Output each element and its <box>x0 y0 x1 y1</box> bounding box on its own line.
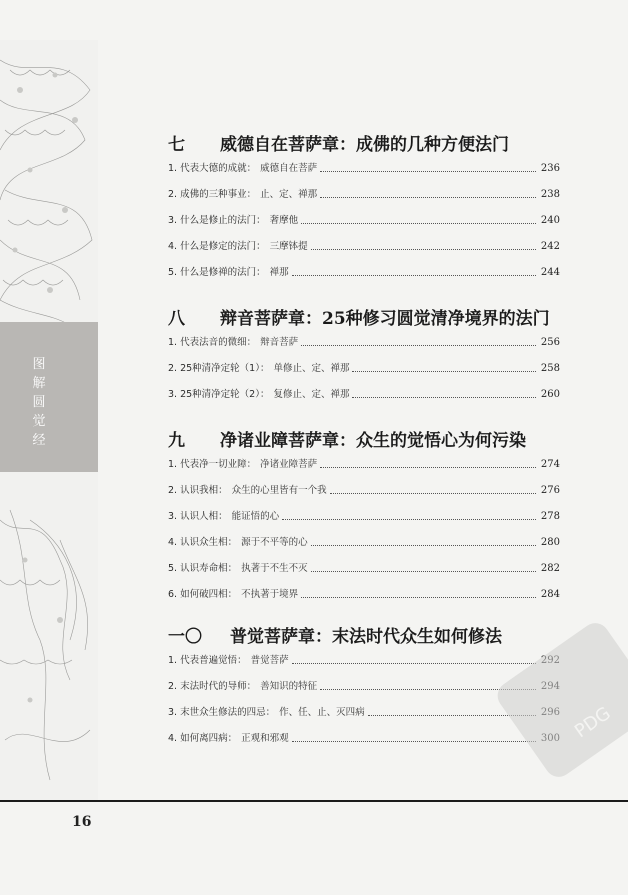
toc-item-label: 4. 什么是修定的法门： <box>168 241 266 252</box>
toc-item[interactable] <box>168 586 560 600</box>
toc-item-label: 1. 代表普遍觉悟： <box>168 655 247 666</box>
toc-page-number: 240 <box>540 215 560 226</box>
toc-item-label: 2. 成佛的三种事业： <box>168 189 257 200</box>
toc-item-label: 5. 认识寿命相： <box>168 563 238 574</box>
toc-item[interactable] <box>168 160 560 174</box>
leader-dots <box>352 370 536 372</box>
leader-dots <box>352 396 536 398</box>
toc-page-number: 260 <box>540 389 560 400</box>
leader-dots <box>311 570 536 572</box>
toc-item-label: 3. 认识人相： <box>168 511 228 522</box>
toc-item-subtitle: 作、任、止、灭四病 <box>279 707 365 718</box>
toc-page-number: 256 <box>540 337 560 348</box>
toc-item-label: 2. 末法时代的导师： <box>168 681 257 692</box>
leader-dots <box>301 596 536 598</box>
leader-dots <box>311 248 536 250</box>
toc-item-label: 1. 代表净一切业障： <box>168 459 257 470</box>
toc-page-number: 274 <box>540 459 560 470</box>
leader-dots <box>301 222 536 224</box>
toc-item-subtitle: 奢摩他 <box>269 215 299 226</box>
toc-item-subtitle: 复修止、定、禅那 <box>273 389 350 400</box>
toc-item[interactable] <box>168 386 560 400</box>
toc-item-label: 5. 什么是修禅的法门： <box>168 267 266 278</box>
toc-item[interactable] <box>168 534 560 548</box>
chapter-heading <box>168 304 560 328</box>
toc-item-label: 6. 如何破四相： <box>168 589 238 600</box>
toc-item-subtitle: 源于不平等的心 <box>241 537 308 548</box>
toc-item-label: 1. 代表法音的微细： <box>168 337 257 348</box>
chapter-title: 普觉菩萨章：末法时代众生如何修法 <box>230 627 502 647</box>
leader-dots <box>311 544 536 546</box>
chapter-number: 九 <box>168 431 185 451</box>
toc-item[interactable] <box>168 560 560 574</box>
chapter-title: 威德自在菩萨章：成佛的几种方便法门 <box>220 135 509 155</box>
chapter-heading <box>168 130 560 154</box>
toc-page-number: 238 <box>540 189 560 200</box>
chapter-title: 净诸业障菩萨章：众生的觉悟心为何污染 <box>220 431 526 451</box>
toc-item[interactable] <box>168 186 560 200</box>
toc-item-label: 3. 末世众生修法的四忌： <box>168 707 276 718</box>
toc-page-number: 282 <box>540 563 560 574</box>
toc-item-label: 4. 认识众生相： <box>168 537 238 548</box>
leader-dots <box>320 196 536 198</box>
toc-item-subtitle: 正观和邪观 <box>241 733 289 744</box>
toc-item-subtitle: 执著于不生不灭 <box>241 563 308 574</box>
toc-item[interactable] <box>168 238 560 252</box>
toc-page-number: 280 <box>540 537 560 548</box>
toc-item[interactable] <box>168 264 560 278</box>
toc-item-subtitle: 普觉菩萨 <box>250 655 289 666</box>
toc-page-number: 258 <box>540 363 560 374</box>
toc-item[interactable] <box>168 482 560 496</box>
toc-item[interactable] <box>168 212 560 226</box>
chapter-heading <box>168 426 560 450</box>
chapter-number: 八 <box>168 309 185 329</box>
toc-item-subtitle: 辩音菩萨 <box>260 337 299 348</box>
chapter-number: 七 <box>168 135 185 155</box>
leader-dots <box>301 344 536 346</box>
toc-item-label: 3. 什么是修止的法门： <box>168 215 266 226</box>
chapter-title: 辩音菩萨章：25种修习圆觉清净境界的法门 <box>220 309 550 329</box>
toc-item[interactable] <box>168 334 560 348</box>
toc-item-subtitle: 众生的心里皆有一个我 <box>231 485 327 496</box>
toc-page-number: 284 <box>540 589 560 600</box>
leader-dots <box>330 492 536 494</box>
toc-item-label: 2. 25种清净定轮（1）： <box>168 363 270 374</box>
toc-item-subtitle: 不执著于境界 <box>241 589 299 600</box>
toc-item[interactable] <box>168 360 560 374</box>
toc-item[interactable] <box>168 508 560 522</box>
toc-item-subtitle: 善知识的特征 <box>260 681 318 692</box>
chapter-number: 一〇 <box>168 627 202 647</box>
toc-item-subtitle: 禅那 <box>269 267 289 278</box>
toc-item-label: 3. 25种清净定轮（2）： <box>168 389 270 400</box>
watermark-text: PDG <box>570 702 615 743</box>
toc-item-label: 4. 如何离四病： <box>168 733 238 744</box>
toc-item-subtitle: 能证悟的心 <box>231 511 280 522</box>
toc-page-number: 236 <box>540 163 560 174</box>
toc-item-label: 2. 认识我相： <box>168 485 228 496</box>
page-number: 16 <box>72 814 92 830</box>
toc-page-number: 276 <box>540 485 560 496</box>
toc-page-number: 242 <box>540 241 560 252</box>
leader-dots <box>292 274 536 276</box>
toc-page-number: 278 <box>540 511 560 522</box>
toc-item-subtitle: 威德自在菩萨 <box>260 163 318 174</box>
watermark-seal <box>492 615 628 785</box>
leader-dots <box>320 466 536 468</box>
side-tab <box>0 322 98 472</box>
toc-item-subtitle: 净诸业障菩萨 <box>260 459 318 470</box>
toc-item-subtitle: 止、定、禅那 <box>260 189 318 200</box>
toc-item-subtitle: 三摩钵提 <box>269 241 308 252</box>
toc-item-subtitle: 单修止、定、禅那 <box>273 363 350 374</box>
toc-page-number: 244 <box>540 267 560 278</box>
footer-rule <box>0 800 628 802</box>
side-tab-label: 图 解 圆 觉 经 <box>32 357 46 448</box>
toc-item-label: 1. 代表大德的成就： <box>168 163 257 174</box>
leader-dots <box>282 518 536 520</box>
leader-dots <box>320 170 536 172</box>
toc-item[interactable] <box>168 456 560 470</box>
